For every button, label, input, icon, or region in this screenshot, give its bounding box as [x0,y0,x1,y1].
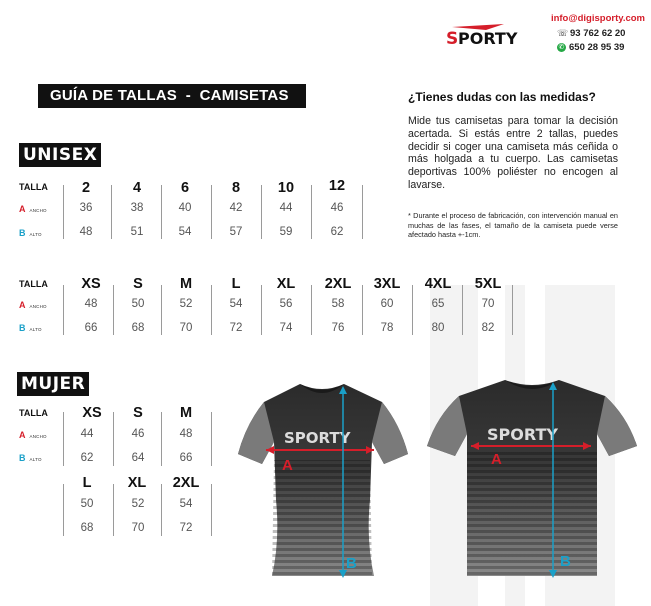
ancho-value: 58 [331,298,345,310]
women-shirt-illustration [232,380,412,580]
a-letter: A [19,204,26,214]
alto-text: ALTO [29,327,42,332]
whatsapp-number[interactable]: 650 28 95 39 [569,41,625,53]
label-b: B [560,553,571,570]
info-paragraph: Mide tus camisetas para tomar la decisión acertada. Si estás entre 2 tallas, puedes decidir si coger una camiseta más ceñida o más holgada a tu cuerpo. Las camisetas deportivas 100% poliéster no encogen al lavarse. [408,115,618,191]
alto-label [19,453,42,463]
info-question: ¿Tienes dudas con las medidas? [408,90,596,104]
ancho-value: 46 [131,428,145,440]
alto-value: 62 [80,452,94,464]
column-divider [211,185,212,239]
column-divider [211,285,212,335]
ancho-value: 50 [131,298,145,310]
talla-label: TALLA [19,182,48,192]
mujer-title: MUJER [17,372,89,396]
ancho-value: 52 [131,498,145,510]
size-header: 2XL [172,475,200,491]
size-header: 5XL [474,276,502,292]
column-divider [111,185,112,239]
size-header: L [82,475,92,491]
ancho-value: 42 [229,202,243,214]
alto-value: 68 [80,522,94,534]
column-divider [113,412,114,466]
a-letter: A [19,430,26,440]
size-header: 3XL [373,276,401,292]
ancho-text: ANCHO [29,434,47,439]
ancho-value: 44 [80,428,94,440]
alto-value: 48 [79,226,93,238]
contact-block [535,12,645,54]
b-letter: B [19,323,26,333]
email-link[interactable]: info@digisporty.com [550,13,645,24]
size-header: 8 [231,180,241,196]
ancho-value: 54 [229,298,243,310]
column-divider [211,484,212,536]
sporty-logo [446,22,532,48]
column-divider [161,185,162,239]
ancho-value: 48 [84,298,98,310]
b-letter: B [19,228,26,238]
alto-value: 57 [229,226,243,238]
ancho-value: 36 [79,202,93,214]
ancho-value: 70 [481,298,495,310]
size-header: 4 [132,180,142,196]
column-divider [512,285,513,335]
column-divider [113,285,114,335]
ancho-value: 48 [179,428,193,440]
ancho-text: ANCHO [29,208,47,213]
column-divider [63,185,64,239]
ancho-value: 44 [279,202,293,214]
size-header: S [133,405,143,421]
ancho-value: 46 [330,202,344,214]
size-header: 4XL [424,276,452,292]
whatsapp-icon: ✆ [558,43,565,51]
column-divider [63,285,64,335]
size-header: XS [81,276,101,292]
size-header: L [231,276,241,292]
size-header: 2 [81,180,91,196]
alto-value: 70 [131,522,145,534]
ancho-label [19,430,47,440]
alto-value: 59 [279,226,293,238]
shirt-brand-print: SPORTY [487,425,558,444]
column-divider [311,185,312,239]
size-header: 2XL [324,276,352,292]
alto-label [19,228,42,238]
column-divider [113,484,114,536]
whatsapp-row [557,40,645,54]
size-header: 10 [277,180,295,196]
ancho-value: 56 [279,298,293,310]
alto-value: 82 [481,322,495,334]
phone-row [557,26,645,40]
column-divider [161,412,162,466]
size-header: M [179,405,193,421]
alto-value: 70 [179,322,193,334]
alto-value: 78 [380,322,394,334]
size-header: XL [276,276,296,292]
size-header: S [133,276,143,292]
ancho-label [19,300,47,310]
ancho-value: 40 [178,202,192,214]
column-divider [412,285,413,335]
ancho-label [19,204,47,214]
ancho-value: 38 [130,202,144,214]
talla-label: TALLA [19,408,48,418]
alto-value: 62 [330,226,344,238]
shirt-brand-print: SPORTY [284,429,351,447]
phone-number[interactable]: 93 762 62 20 [570,27,626,39]
ancho-value: 50 [80,498,94,510]
column-divider [161,285,162,335]
svg-text:PORTY: PORTY [458,29,518,48]
page-title: GUÍA DE TALLAS - CAMISETAS [38,84,306,108]
column-divider [261,185,262,239]
column-divider [311,285,312,335]
alto-text: ALTO [29,232,42,237]
alto-value: 72 [229,322,243,334]
ancho-value: 52 [179,298,193,310]
unisex-title: UNISEX [19,143,101,167]
alto-value: 68 [131,322,145,334]
alto-value: 76 [331,322,345,334]
size-header: XS [82,405,102,421]
alto-value: 66 [84,322,98,334]
unisex-shirt-illustration [425,374,639,578]
column-divider [362,185,363,239]
alto-label [19,323,42,333]
column-divider [462,285,463,335]
a-letter: A [19,300,26,310]
alto-text: ALTO [29,457,42,462]
ancho-value: 54 [179,498,193,510]
size-header: 12 [328,178,346,194]
alto-value: 64 [131,452,145,464]
alto-value: 72 [179,522,193,534]
column-divider [211,412,212,466]
column-divider [63,412,64,466]
ancho-value: 60 [380,298,394,310]
column-divider [261,285,262,335]
column-divider [63,484,64,536]
column-divider [362,285,363,335]
ancho-text: ANCHO [29,304,47,309]
size-header: M [179,276,193,292]
alto-value: 54 [178,226,192,238]
b-letter: B [19,453,26,463]
label-a: A [491,451,502,468]
alto-value: 51 [130,226,144,238]
alto-value: 74 [279,322,293,334]
size-header: 6 [180,180,190,196]
alto-value: 66 [179,452,193,464]
talla-label: TALLA [19,279,48,289]
size-header: XL [127,475,147,491]
label-b: B [346,555,357,572]
ancho-value: 65 [431,298,445,310]
alto-value: 80 [431,322,445,334]
column-divider [161,484,162,536]
info-note: * Durante el proceso de fabricación, con intervención manual en muchas de las fases, el tamaño de la camiseta puede verse afectado hasta +-1cm. [408,211,618,240]
svg-text:S: S [446,29,459,48]
label-a: A [282,457,293,474]
phone-icon: ☏ [557,27,569,38]
